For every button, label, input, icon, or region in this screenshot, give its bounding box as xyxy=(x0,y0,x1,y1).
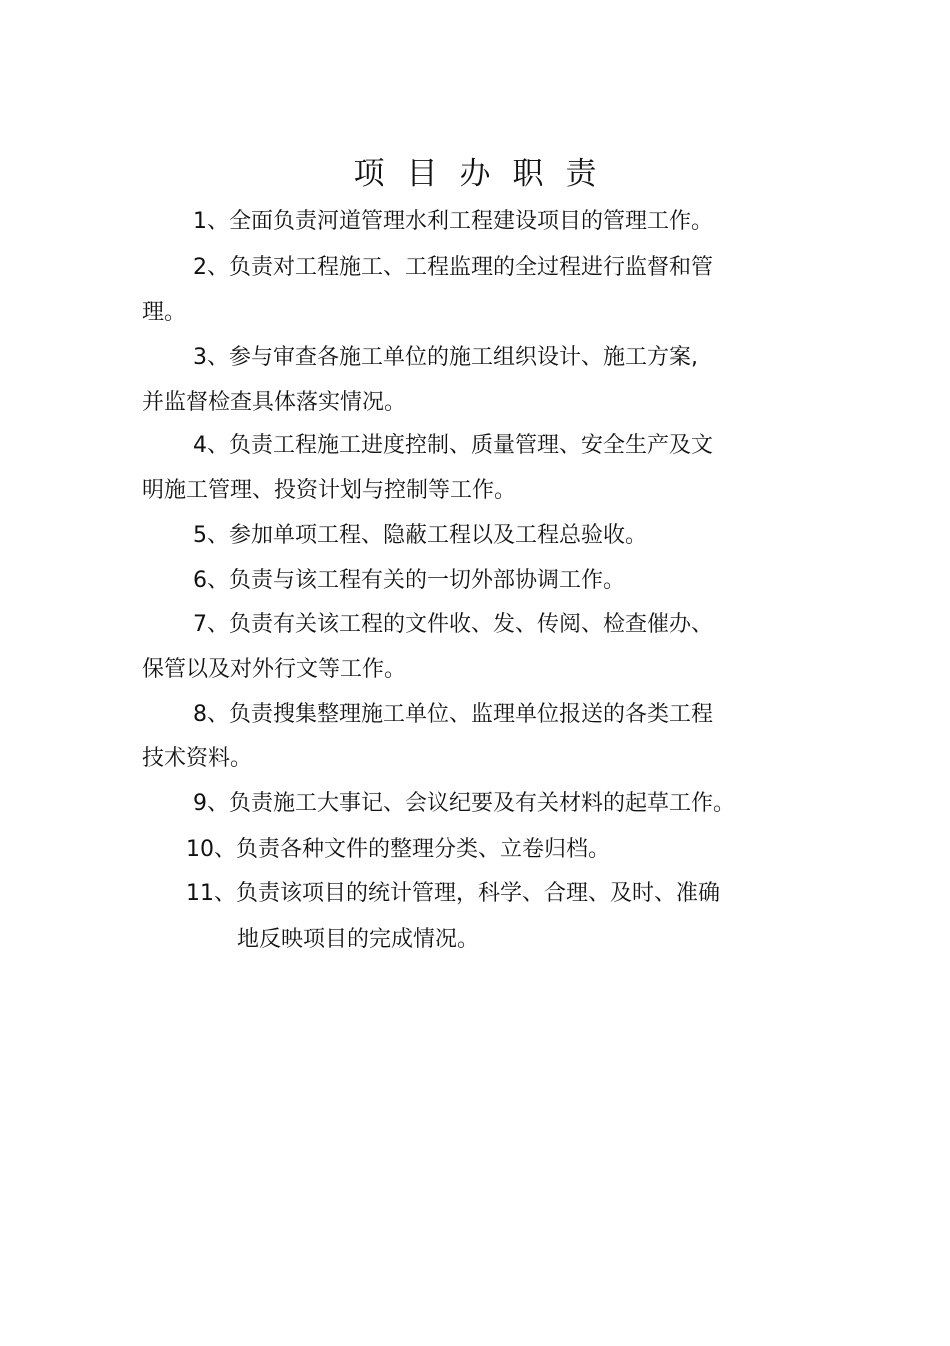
duty-item-11-cont: 地反映项目的完成情况。 xyxy=(237,927,480,952)
duty-item-4-cont: 明施工管理、投资计划与控制等工作。 xyxy=(142,478,517,503)
duty-item-3: 3、参与审查各施工单位的施工组织设计、施工方案, xyxy=(193,345,698,370)
duty-item-6: 6、负责与该工程有关的一切外部协调工作。 xyxy=(193,568,625,593)
duty-item-8: 8、负责搜集整理施工单位、监理单位报送的各类工程 xyxy=(193,702,713,727)
duty-item-2: 2、负责对工程施工、工程监理的全过程进行监督和管 xyxy=(193,255,713,280)
duty-item-1: 1、全面负责河道管理水利工程建设项目的管理工作。 xyxy=(193,209,713,234)
duty-item-4: 4、负责工程施工进度控制、质量管理、安全生产及文 xyxy=(193,433,713,458)
duty-item-11: 11、负责该项目的统计管理，科学、合理、及时、准确 xyxy=(186,881,720,906)
duty-item-2-cont: 理。 xyxy=(142,300,187,325)
duty-item-3-cont: 并监督检查具体落实情况。 xyxy=(142,390,407,415)
document-title: 项目办职责 xyxy=(353,156,619,192)
duty-item-8-cont: 技术资料。 xyxy=(142,746,253,771)
duty-item-9: 9、负责施工大事记、会议纪要及有关材料的起草工作。 xyxy=(193,791,735,816)
duty-item-7-cont: 保管以及对外行文等工作。 xyxy=(142,657,407,682)
duty-item-5: 5、参加单项工程、隐蔽工程以及工程总验收。 xyxy=(193,523,647,548)
duty-item-10: 10、负责各种文件的整理分类、立卷归档。 xyxy=(186,837,610,862)
duty-item-7: 7、负责有关该工程的文件收、发、传阅、检查催办、 xyxy=(193,612,713,637)
